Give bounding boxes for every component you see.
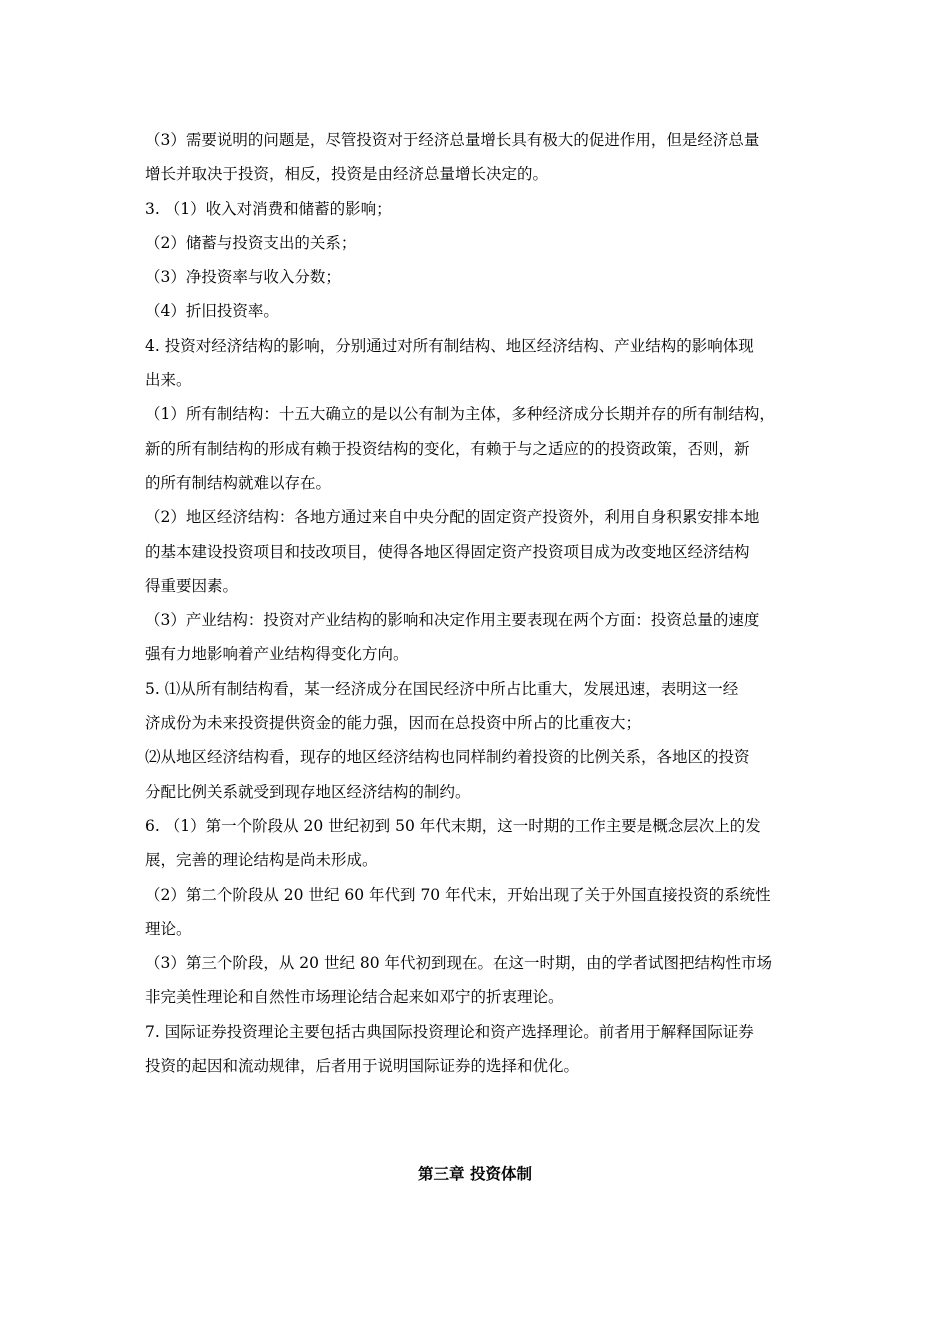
text-line: 增长并取决于投资，相反，投资是由经济总量增长决定的。 bbox=[145, 165, 549, 184]
text-line: 新的所有制结构的形成有赖于投资结构的变化，有赖于与之适应的的投资政策，否则，新 bbox=[145, 439, 750, 458]
text-line: ⑵从地区经济结构看，现存的地区经济结构也同样制约着投资的比例关系，各地区的投资 bbox=[145, 748, 750, 767]
text-line: 3. （1）收入对消费和储蓄的影响； bbox=[145, 199, 392, 218]
text-line: （3）需要说明的问题是，尽管投资对于经济总量增长具有极大的促进作用，但是经济总量 bbox=[145, 131, 760, 149]
chapter-title: 第三章 投资体制 bbox=[418, 1165, 532, 1183]
text-line: 的所有制结构就难以存在。 bbox=[145, 473, 332, 492]
text-line: （1）所有制结构：十五大确立的是以公有制为主体，多种经济成分长期并存的所有制结构， bbox=[145, 405, 775, 424]
text-line: 济成份为未来投资提供资金的能力强，因而在总投资中所占的比重夜大； bbox=[145, 714, 642, 733]
text-line: （3）净投资率与收入分数； bbox=[145, 268, 341, 287]
text-line: （3）产业结构：投资对产业结构的影响和决定作用主要表现在两个方面：投资总量的速度 bbox=[145, 611, 760, 630]
text-line: （2）储蓄与投资支出的关系； bbox=[145, 233, 357, 252]
text-line: 4. 投资对经济结构的影响，分别通过对所有制结构、地区经济结构、产业结构的影响体现 bbox=[145, 336, 754, 355]
document-body bbox=[145, 123, 810, 1083]
text-line: 出来。 bbox=[145, 371, 192, 390]
text-line: 投资的起因和流动规律，后者用于说明国际证券的选择和优化。 bbox=[145, 1057, 580, 1076]
text-line: 理论。 bbox=[145, 919, 192, 938]
text-line: （3）第三个阶段，从 20 世纪 80 年代初到现在。在这一时期，由的学者试图把结构性市场 bbox=[145, 954, 773, 973]
text-line: 展，完善的理论结构是尚未形成。 bbox=[145, 851, 378, 870]
text-line: （4）折旧投资率。 bbox=[145, 302, 279, 321]
text-line: （2）第二个阶段从 20 世纪 60 年代到 70 年代末，开始出现了关于外国直接投资的系统性 bbox=[145, 885, 771, 904]
text-line: 得重要因素。 bbox=[145, 576, 239, 595]
text-line: 7. 国际证券投资理论主要包括古典国际投资理论和资产选择理论。前者用于解释国际证券 bbox=[145, 1022, 754, 1041]
text-line: 的基本建设投资项目和技改项目，使得各地区得固定资产投资项目成为改变地区经济结构 bbox=[145, 542, 750, 561]
text-line: 强有力地影响着产业结构得变化方向。 bbox=[145, 645, 409, 664]
text-line: 6. （1）第一个阶段从 20 世纪初到 50 年代末期，这一时期的工作主要是概念层次上的发 bbox=[145, 816, 761, 835]
text-line: （2）地区经济结构：各地方通过来自中央分配的固定资产投资外，利用自身积累安排本地 bbox=[145, 508, 760, 527]
text-line: 分配比例关系就受到现存地区经济结构的制约。 bbox=[145, 782, 471, 801]
text-line: 非完美性理论和自然性市场理论结合起来如邓宁的折衷理论。 bbox=[145, 988, 564, 1007]
text-line: 5. ⑴从所有制结构看，某一经济成分在国民经济中所占比重大，发展迅速，表明这一经 bbox=[145, 679, 739, 698]
